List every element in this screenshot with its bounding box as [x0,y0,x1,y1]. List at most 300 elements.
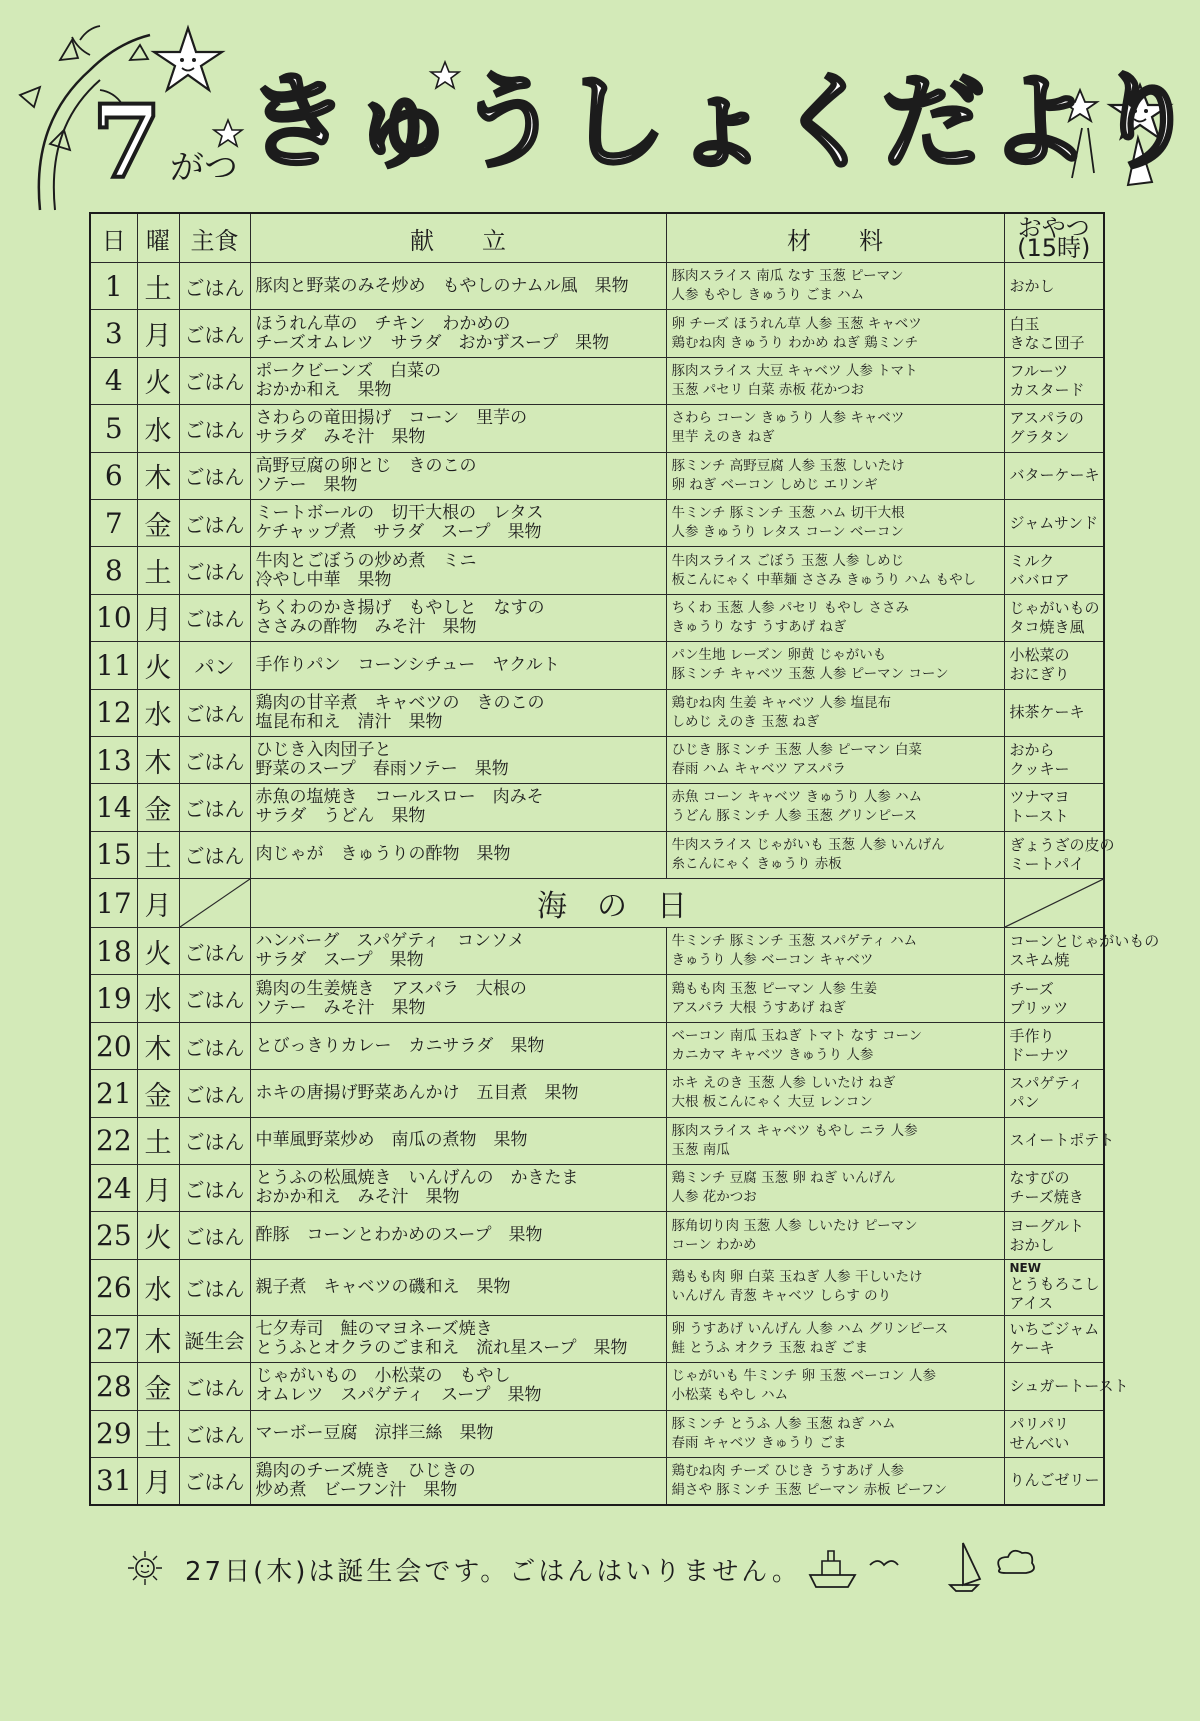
menu-line: サラダ みそ汁 果物 [255,427,426,448]
snack-line: なすびの [1009,1169,1070,1188]
menu-line: 肉じゃが きゅうりの酢物 果物 [255,844,511,865]
ingredient-line: 春雨 ハム キャベツ アスパラ [671,761,846,778]
snack-cell [1004,547,1104,594]
menu-line: とびっきりカレー カニサラダ 果物 [255,1035,545,1056]
ingredient-line: いんげん 青葱 キャベツ しらす のり [671,1288,892,1305]
weekday-cell: 金 [137,1363,179,1410]
day-cell: 19 [90,975,137,1022]
staple-cell: ごはん [179,784,250,831]
header-snack [1004,213,1104,263]
weekday-cell: 水 [137,975,179,1022]
weekday-cell: 水 [137,689,179,736]
ingredient-line: ベーコン 南瓜 玉ねぎ トマト なす コーン [671,1028,923,1045]
staple-cell: ごはん [179,736,250,783]
menu-cell [250,1212,666,1259]
table-header-row [90,213,1104,263]
ingredients-cell [666,1022,1004,1069]
menu-line: ソテー 果物 [255,474,358,495]
footer-note: 27日(木)は誕生会です。ごはんはいりません。 [185,1557,801,1587]
table-row [90,405,1104,452]
day-cell: 15 [90,831,137,878]
ingredient-line: きゅうり 人参 ベーコン キャベツ [671,952,874,969]
table-row [90,928,1104,975]
weekday-cell: 金 [137,784,179,831]
menu-line: サラダ うどん 果物 [255,806,426,827]
menu-line: 酢豚 コーンとわかめのスープ 果物 [255,1225,543,1246]
ingredients-cell [666,1165,1004,1212]
ingredient-line: 鶏もも肉 玉葱 ピーマン 人参 生姜 [671,980,878,997]
snack-line: ジャムサンド [1009,513,1099,532]
menu-cell [250,1022,666,1069]
menu-line: 赤魚の塩焼き コールスロー 肉みそ [255,787,544,808]
menu-line: 親子煮 キャベツの磯和え 果物 [255,1276,511,1297]
title-month-suffix: がつ [170,148,238,188]
menu-line: マーボー豆腐 涼拌三絲 果物 [255,1423,494,1444]
snack-cell [1004,594,1104,641]
header-staple: 主食 [179,213,250,263]
menu-line: ちくわのかき揚げ もやしと なすの [255,597,545,618]
table-row [90,547,1104,594]
ingredients-cell [666,310,1004,357]
table-row [90,594,1104,641]
weekday-cell: 火 [137,1212,179,1259]
snack-cell [1004,452,1104,499]
snack-line: おかし [1009,1235,1055,1254]
menu-cell [250,357,666,404]
ingredient-line: 絹さや 豚ミンチ 玉葱 ピーマン 赤板 ビーフン [671,1481,948,1498]
weekday-cell: 火 [137,642,179,689]
weekday-cell: 水 [137,1259,179,1315]
day-cell: 13 [90,736,137,783]
menu-cell [250,1363,666,1410]
menu-line: 炒め煮 ビーフン汁 果物 [255,1479,458,1500]
menu-cell [250,1315,666,1362]
menu-cell [250,831,666,878]
snack-line: クッキー [1009,760,1070,779]
menu-line: 塩昆布和え 清汁 果物 [255,711,443,732]
snack-cell [1004,642,1104,689]
snack-cell [1004,1315,1104,1362]
ingredient-line: 玉葱 パセリ 白菜 赤板 花かつお [671,381,865,398]
snack-cell [1004,499,1104,546]
snack-cell [1004,975,1104,1022]
ingredient-line: 卵 チーズ ほうれん草 人参 玉葱 キャベツ [671,315,922,332]
staple-cell: ごはん [179,1117,250,1164]
ingredient-line: 人参 きゅうり レタス コーン ベーコン [671,524,904,541]
staple-cell: ごはん [179,405,250,452]
menu-cell [250,1117,666,1164]
table-row [90,689,1104,736]
ingredient-line: 糸こんにゃく きゅうり 赤板 [671,855,842,872]
staple-cell: ごはん [179,689,250,736]
new-badge: NEW [1009,1260,1041,1275]
ingredient-line: 豚角切り肉 玉葱 人参 しいたけ ピーマン [671,1217,918,1234]
weekday-cell: 金 [137,1070,179,1117]
menu-line: ハンバーグ スパゲティ コンソメ [255,931,525,952]
table-row [90,310,1104,357]
menu-line: ホキの唐揚げ野菜あんかけ 五目煮 果物 [255,1082,579,1103]
table-row [90,642,1104,689]
snack-cell [1004,1022,1104,1069]
ingredient-line: 里芋 えのき ねぎ [671,429,775,446]
weekday-cell: 土 [137,1117,179,1164]
table-row [90,1457,1104,1504]
day-cell: 29 [90,1410,137,1457]
day-cell: 31 [90,1457,137,1504]
day-cell: 6 [90,452,137,499]
snack-line: ケーキ [1009,1339,1055,1357]
table-row [90,357,1104,404]
day-cell: 27 [90,1315,137,1362]
menu-line: ソテー みそ汁 果物 [255,997,426,1018]
staple-cell: 誕生会 [179,1315,250,1362]
menu-cell [250,784,666,831]
snack-line: 抹茶ケーキ [1009,703,1085,722]
snack-cell-empty [1004,879,1104,928]
menu-cell [250,736,666,783]
ingredient-line: 鶏むね肉 きゅうり わかめ ねぎ 鶏ミンチ [671,334,919,351]
ingredient-line: 豚肉スライス 南瓜 なす 玉葱 ピーマン [671,268,904,285]
snack-line: りんごゼリー [1009,1471,1100,1490]
ingredient-line: 鶏むね肉 生姜 キャベツ 人参 塩昆布 [671,694,892,711]
snack-line: スイートポテト [1009,1131,1115,1150]
snack-cell [1004,1410,1104,1457]
snack-line: プリッツ [1009,998,1069,1017]
snack-cell [1004,736,1104,783]
ingredient-line: 鮭 とうふ オクラ 玉葱 ねぎ ごま [671,1340,869,1356]
staple-cell: ごはん [179,1165,250,1212]
menu-cell [250,310,666,357]
ingredient-line: 豚ミンチ とうふ 人参 玉葱 ねぎ ハム [671,1415,896,1432]
table-row [90,1363,1104,1410]
ingredient-line: 人参 花かつお [671,1189,757,1206]
table-row [90,1070,1104,1117]
ingredient-line: 豚肉スライス キャベツ もやし ニラ 人参 [671,1122,918,1139]
ingredient-line: ちくわ 玉葱 人参 パセリ もやし ささみ [671,599,909,616]
menu-line: 冷やし中華 果物 [255,569,392,590]
snack-cell [1004,1363,1129,1410]
menu-cell [250,405,666,452]
weekday-cell: 木 [137,736,179,783]
day-cell: 4 [90,357,137,404]
menu-cell [250,975,666,1022]
weekday-cell: 水 [137,405,179,452]
menu-cell [250,1165,666,1212]
day-cell: 20 [90,1022,137,1069]
snack-line: アスパラの [1009,409,1084,428]
menu-line: 高野豆腐の卵とじ きのこの [255,455,477,476]
menu-line: じゃがいもの 小松菜の もやし [255,1366,511,1387]
menu-line: サラダ スープ 果物 [255,950,424,971]
staple-cell: ごはん [179,547,250,594]
ingredient-line: うどん 豚ミンチ 人参 玉葱 グリンピース [671,808,917,825]
ingredients-cell [666,1315,1004,1362]
table-row [90,1212,1104,1259]
day-cell: 14 [90,784,137,831]
day-cell: 1 [90,263,137,310]
menu-cell [250,1070,666,1117]
snack-line: じゃがいもの [1009,598,1100,617]
weekday-cell: 土 [137,263,179,310]
table-row [90,784,1104,831]
weekday-cell: 月 [137,310,179,357]
day-cell: 28 [90,1363,137,1410]
snack-line: ヨーグルト [1009,1216,1085,1235]
table-row [90,1315,1104,1362]
boat-and-bird-icons [800,1535,1040,1595]
day-cell: 8 [90,547,137,594]
snack-cell [1004,1165,1104,1212]
day-cell: 11 [90,642,137,689]
ingredients-cell [666,357,1004,404]
menu-line: ケチャップ煮 サラダ スープ 果物 [255,522,542,543]
menu-line: 中華風野菜炒め 南瓜の煮物 果物 [255,1130,528,1151]
staple-cell: ごはん [179,975,250,1022]
snack-line: 手作り [1009,1027,1055,1046]
staple-cell: ごはん [179,263,250,310]
ingredients-cell [666,1070,1004,1117]
ingredients-cell [666,975,1004,1022]
day-cell: 21 [90,1070,137,1117]
weekday-cell: 火 [137,928,179,975]
ingredient-line: カニカマ キャベツ きゅうり 人参 [671,1047,874,1064]
snack-cell [1004,1117,1115,1164]
snack-line: コーンとじゃがいもの [1009,932,1160,951]
table-row [90,1022,1104,1069]
ingredient-line: 豚ミンチ キャベツ 玉葱 人参 ピーマン コーン [671,666,949,683]
ingredients-cell [666,405,1004,452]
snack-line: バターケーキ [1009,466,1100,485]
ingredient-line: 卵 ねぎ ベーコン しめじ エリンギ [671,476,878,493]
menu-cell [250,642,666,689]
ingredient-line: じゃがいも 牛ミンチ 卵 玉葱 ベーコン 人参 [671,1368,936,1385]
snack-cell [1004,1457,1104,1504]
ingredient-line: ホキ えのき 玉葱 人参 しいたけ ねぎ [671,1075,896,1092]
menu-cell [250,594,666,641]
menu-line: ひじき入肉団子と [255,740,392,761]
ingredient-line: 人参 もやし きゅうり ごま ハム [671,287,865,304]
snack-line: チーズ焼き [1009,1188,1084,1207]
ingredient-line: 卵 うすあげ いんげん 人参 ハム グリンピース [671,1321,949,1337]
weekday-cell: 月 [137,594,179,641]
table-row [90,831,1104,878]
snack-line: グラタン [1009,428,1070,447]
ingredient-line: コーン わかめ [671,1236,757,1253]
header-snack-time: (15時) [1017,234,1091,262]
ingredients-cell [666,594,1004,641]
ingredients-cell [666,736,1004,783]
day-cell: 5 [90,405,137,452]
ingredients-cell [666,1117,1004,1164]
menu-cell [250,452,666,499]
menu-cell [250,263,666,310]
snack-line: おかし [1009,276,1055,295]
staple-cell: ごはん [179,1212,250,1259]
ingredients-cell [666,642,1004,689]
staple-cell: ごはん [179,357,250,404]
menu-line: ポークビーンズ 白菜の [255,360,441,381]
staple-cell: ごはん [179,594,250,641]
ingredient-line: アスパラ 大根 うすあげ ねぎ [671,999,846,1016]
menu-cell [250,928,666,975]
ingredients-cell [666,499,1004,546]
snack-cell [1004,831,1115,878]
ingredient-line: きゅうり なす うすあげ ねぎ [671,618,847,635]
snack-line: タコ焼き風 [1009,617,1085,636]
snack-line: アイス [1009,1293,1054,1312]
menu-line: おかか和え みそ汁 果物 [255,1187,460,1208]
header [0,0,1200,210]
snack-line: おから [1009,741,1055,760]
sun-icon [125,1548,165,1588]
staple-cell-empty [179,879,250,928]
menu-line: 牛肉とごぼうの炒め煮 ミニ [255,550,477,571]
snack-cell [1004,1070,1104,1117]
snack-line: いちごジャム [1009,1320,1100,1338]
snack-line: ミルク [1009,551,1055,570]
staple-cell: パン [179,642,250,689]
header-ingredients: 材 料 [666,213,1004,263]
weekday-cell: 金 [137,499,179,546]
day-cell: 3 [90,310,137,357]
table-row [90,1259,1104,1315]
table-row [90,1410,1104,1457]
weekday-cell: 木 [137,452,179,499]
snack-cell [1004,928,1160,975]
menu-line: おかか和え 果物 [255,379,392,400]
holiday-name: 海の日 [250,879,1004,928]
ingredients-cell [666,547,1004,594]
snack-line: 小松菜の [1009,646,1070,665]
menu-line: 七夕寿司 鮭のマヨネーズ焼き [255,1319,493,1339]
snack-line: きなこ団子 [1009,333,1085,352]
staple-cell: ごはん [179,1457,250,1504]
ingredient-line: 小松菜 もやし ハム [671,1387,789,1404]
ingredients-cell [666,928,1004,975]
snack-cell [1004,310,1104,357]
header-menu: 献 立 [250,213,666,263]
table-row [90,499,1104,546]
snack-cell [1004,784,1104,831]
menu-line: ささみの酢物 みそ汁 果物 [255,616,477,637]
table-row [90,1117,1104,1164]
title-month: 7 [92,83,162,201]
snack-cell [1004,405,1104,452]
snack-line: おにぎり [1009,665,1070,684]
table-body [90,263,1160,1505]
snack-cell [1004,263,1104,310]
staple-cell: ごはん [179,1070,250,1117]
weekday-cell: 月 [137,1457,179,1504]
ingredient-line: 鶏むね肉 チーズ ひじき うすあげ 人参 [671,1462,904,1479]
ingredients-cell [666,689,1004,736]
menu-cell [250,689,666,736]
staple-cell: ごはん [179,1410,250,1457]
weekday-cell: 火 [137,357,179,404]
menu-line: とうふの松風焼き いんげんの かきたま [255,1168,579,1189]
snack-line: ババロア [1009,570,1070,589]
ingredient-line: 牛ミンチ 豚ミンチ 玉葱 スパゲティ ハム [671,933,918,950]
table-row [90,879,1104,928]
snack-line: ミートパイ [1009,854,1085,873]
ingredient-line: ひじき 豚ミンチ 玉葱 人参 ピーマン 白菜 [671,742,922,759]
weekday-cell: 土 [137,1410,179,1457]
header-weekday: 曜 [137,213,179,263]
snack-line: パリパリ [1009,1414,1070,1433]
day-cell: 25 [90,1212,137,1259]
ingredients-cell [666,1457,1004,1504]
ingredients-cell [666,831,1004,878]
ingredient-line: 板こんにゃく 中華麺 ささみ きゅうり ハム もやし [671,571,977,588]
day-cell: 10 [90,594,137,641]
snack-line: せんべい [1009,1433,1070,1452]
snack-line: フルーツ [1009,361,1069,380]
snack-line: ドーナツ [1009,1046,1070,1065]
day-cell: 18 [90,928,137,975]
header-snack-label: おやつ [1017,214,1090,242]
table-row [90,975,1104,1022]
snack-line: ツナマヨ [1009,788,1070,807]
snack-line: ぎょうざの皮の [1009,835,1115,854]
ingredients-cell [666,1410,1004,1457]
menu-line: 野菜のスープ 春雨ソテー 果物 [255,759,509,780]
ingredient-line: 牛肉スライス じゃがいも 玉葱 人参 いんげん [671,836,945,853]
weekday-cell: 木 [137,1022,179,1069]
snack-cell [1004,1212,1104,1259]
table-row [90,736,1104,783]
menu-line: 鶏肉の生姜焼き アスパラ 大根の [255,978,527,999]
ingredient-line: 赤魚 コーン キャベツ きゅうり 人参 ハム [671,789,923,806]
day-cell: 7 [90,499,137,546]
weekday-cell: 月 [137,879,179,928]
ingredient-line: 玉葱 南瓜 [671,1141,730,1158]
menu-line: ミートボールの 切干大根の レタス [255,503,544,524]
staple-cell: ごはん [179,452,250,499]
day-cell: 22 [90,1117,137,1164]
snack-cell [1004,689,1104,736]
table-row [90,1165,1104,1212]
weekday-cell: 木 [137,1315,179,1362]
staple-cell: ごはん [179,1259,250,1315]
page-title: きゅうしょくだより [245,61,1200,183]
weekday-cell: 月 [137,1165,179,1212]
snack-line: 白玉 [1009,314,1040,333]
menu-cell [250,1410,666,1457]
ingredient-line: 豚ミンチ 高野豆腐 人参 玉葱 しいたけ [671,457,905,474]
menu-cell [250,1457,666,1504]
day-cell: 26 [90,1259,137,1315]
snack-line: トースト [1009,807,1069,826]
menu-cell [250,499,666,546]
ingredient-line: 豚肉スライス 大豆 キャベツ 人参 トマト [671,362,918,379]
menu-line: 鶏肉のチーズ焼き ひじきの [255,1460,476,1481]
ingredient-line: しめじ えのき 玉葱 ねぎ [671,713,820,730]
table-row [90,452,1104,499]
menu-line: 豚肉と野菜のみそ炒め もやしのナムル風 果物 [255,275,629,296]
staple-cell: ごはん [179,310,250,357]
day-cell: 12 [90,689,137,736]
snack-line: とうもろこし [1009,1274,1100,1293]
table-row [90,263,1104,310]
snack-line: スキム焼 [1009,951,1070,970]
ingredient-line: 牛肉スライス ごぼう 玉葱 人参 しめじ [671,552,905,569]
header-day: 日 [90,213,137,263]
ingredient-line: さわら コーン きゅうり 人参 キャベツ [671,410,905,427]
ingredient-line: パン生地 レーズン 卵黄 じゃがいも [671,647,887,664]
menu-line: ほうれん草の チキン わかめの [255,313,511,334]
ingredients-cell [666,1212,1004,1259]
menu-line: オムレツ スパゲティ スープ 果物 [255,1385,542,1406]
